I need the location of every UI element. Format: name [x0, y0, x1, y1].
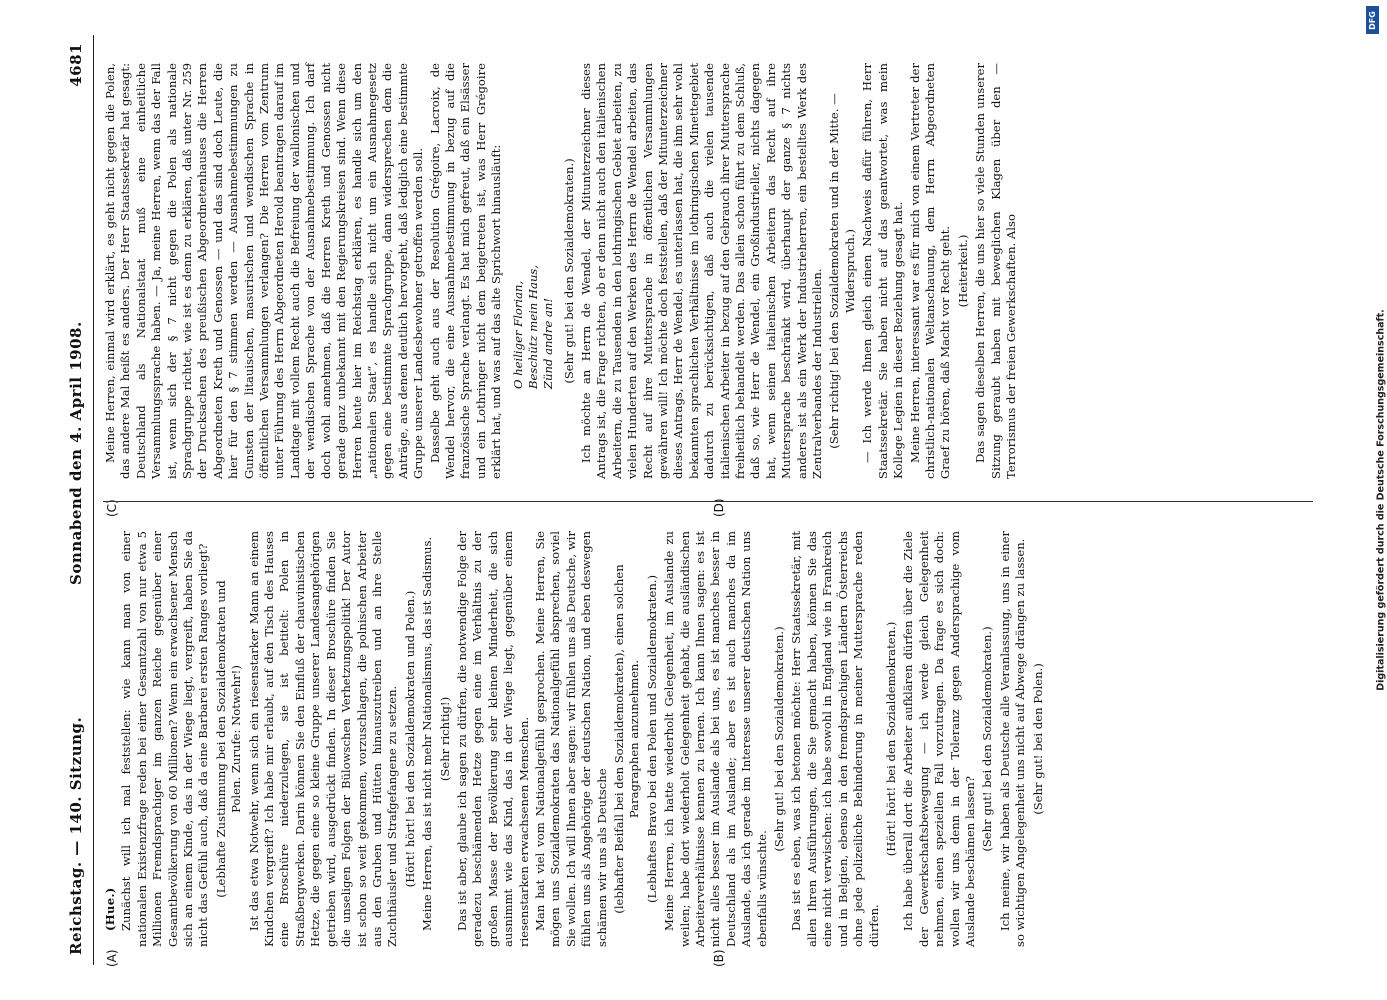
- interjection: (Lebhaftes Bravo bei den Polen und Sozialdemokraten.): [644, 575, 659, 903]
- quoted-verse: [510, 63, 555, 389]
- interjection: (Hört! hört! bei den Sozialdemokraten und Polen.): [402, 590, 417, 888]
- paragraph: Dasselbe geht auch aus der Resolution Grégoire, Lacroix, de Wendel hervor, die eine Ausnahmebestimmung in bezug auf die französische Sprache verlangt. Es hat mich gefreut, daß ein Elsässer und ein Lothringer nicht dem beigetreten ist, was Herr Grégoire erklärt hat, und was auf das alte Sprichwort hinausläuft:: [427, 63, 503, 479]
- dfg-logo: [1366, 6, 1379, 34]
- paragraph: — Ich werde Ihnen gleich einen Nachweis dafür führen, Herr Staatssekretär. Sie haben nicht auf das geantwortet, was mein Kollege Legien in dieser Beziehung gesagt hat.: [859, 63, 905, 479]
- interjection: (Heiterkeit.): [955, 234, 970, 308]
- interjection: (Lebhafte Zustimmung bei den Sozialdemokraten und Polen. Zurufe: Notwehr!): [213, 580, 243, 898]
- column-divider: [103, 501, 1313, 502]
- interjection: (Sehr gut! bei den Sozialdemokraten.): [561, 158, 576, 384]
- header-date: Sonnabend den 4. April 1908.: [66, 321, 85, 585]
- paragraph: Das ist aber, glaube ich sagen zu dürfen, die notwendige Folge der geradezu beschämenden Hetze gegen eine im Verhältnis zu der großen Masse der Bevölkerung sehr kleinen Minderheit, die sich ausnimmt wie das Kind, das in der Wiege liegt, gegenüber einem riesenstarken erwachsenen Menschen.: [454, 531, 531, 947]
- running-header: [57, 35, 91, 965]
- interjection: (Sehr gut! bei den Sozialdemokraten.): [771, 626, 786, 852]
- paragraph: Meine Herren, einmal wird erklärt, es geht nicht gegen die Polen, das andere Mal heißt es anders. Der Herr Staatssekretär hat gesagt: Deutschland als Nationalstaat muß eine einheitliche Versammlungssprache haben. — Ja, meine Herren, wenn das der Fall ist, wenn sich der § 7 nicht gegen die Polen als nationale Sprachgruppe richtet, wie ist es denn zu erklären, daß unter Nr. 259 der Drucksachen des preußischen Abgeordnetenhauses die Herren Abgeordneten Kreth und Genossen — und das sind doch Leute, die hier für den § 7 stimmen werden — Ausnahmebestimmungen zu Gunsten der litauischen, masurischen und wendischen Sprache in öffentlichen Versammlungen verlangen? Die Herren vom Zentrum unter Führung des Herrn Abgeordneten Herold beantragen darauf im Landtage mit vollem Recht auch die Befreiung der wallonischen und der wendischen Sprache von der Ausnahmebestimmung. Ich darf doch wohl annehmen, daß die Herren Kreth und Genossen nicht gerade ganz unbekannt mit den Regierungskreisen sind. Wenn diese Herren heute hier im Reichstag erklären, es handle sich um den „nationalen Staat“, es handle sich nicht um ein Ausnahmegesetz gegen eine bestimmte Sprachgruppe, dann widersprechen dem die Anträge, aus denen deutlich hervorgeht, daß lediglich eine bestimmte Gruppe unserer Landesbewohner getroffen werden soll.: [102, 63, 425, 479]
- dfg-logo-text: DFG: [1368, 10, 1378, 30]
- interjection: (Sehr richtig!): [437, 696, 452, 782]
- speaker-name: (Hue.): [102, 887, 117, 931]
- margin-marker-c: (C): [104, 499, 119, 517]
- header-left: Reichstag. — 140. Sitzung.: [66, 716, 85, 955]
- interjection: (Sehr gut! bei den Sozialdemokraten.): [979, 626, 994, 852]
- paragraph: Das sagen dieselben Herren, die uns hier so viele Stunden unserer Sitzung geraubt haben mit beweglichen Klagen über den — Terrorismus der freien Gewerkschaften. Also: [972, 63, 1018, 479]
- paragraph: Meine Herren, interessant war es für mich von einem Vertreter der christlich-nationalen Weltanschauung, dem Herrn Abgeordneten Graef zu hören, daß Macht vor Recht geht.: [907, 63, 952, 479]
- paragraph: Man hat viel vom Nationalgefühl gesprochen. Meine Herren, Sie mögen uns Sozialdemokraten das Nationalgefühl absprechen, soviel Sie wollen. Ich will Ihnen aber sagen: wir fühlen uns als Deutsche, wir fühlen uns als Angehörige der deutschen Nation, und eben deswegen schämen wir uns als Deutsche: [532, 531, 609, 947]
- interjection: (Hört! hört! bei den Sozialdemokraten.): [883, 621, 898, 857]
- rotated-page: [57, 35, 1327, 965]
- verse-line: O heiliger Florian,: [510, 280, 525, 389]
- margin-marker-d: (D): [711, 498, 726, 517]
- paragraph: Meine Herren, das ist nicht mehr Nationalismus, das ist Sadismus.: [419, 536, 434, 931]
- left-text-column: [103, 531, 1323, 947]
- paragraph: Ist das etwa Notwehr, wenn sich ein riesenstarker Mann an einem Kindchen vergreift? Ich habe mir erlaubt, auf den Tisch des Hauses eine Broschüre niederzulegen, sie ist betitelt: Polen in Straßbergwerken. Darin können Sie den Einfluß der chauvinistischen Hetze, die gegen eine so kleine Gruppe unserer Landesangehörigen getrieben wird, ausgedrückt finden. In dieser Broschüre finden Sie die unseligen Folgen der Bülowschen Verhetzungspolitik! Der Autor ist schon so weit gekommen, vorzuschlagen, die polnischen Arbeiter aus den Gruben und Hütten hinauszutreiben und an ihre Stelle Zuchthäusler und Strafgefangene zu setzen.: [246, 531, 399, 947]
- page-number: 4681: [66, 43, 85, 87]
- paragraph: Ich habe überall dort die Arbeiter aufklären dürfen über die Ziele der Gewerkschaftsbewegung — ich werde gleich Gelegenheit nehmen, einen speziellen Fall vorzutragen. Da frage es sich doch: wollen wir uns denn in der Toleranz gegen Andersprachige vom Auslande beschämen lassen?: [900, 531, 977, 947]
- paragraph: Ich meine, wir haben als Deutsche alle Veranlassung, uns in einer so wichtigen Angelegenheit uns nicht auf Abwege drängen zu lassen.: [997, 531, 1027, 947]
- verse-line: Beschütz mein Haus,: [525, 264, 540, 389]
- header-rule: [93, 35, 94, 965]
- interjection: (Sehr gut! bei den Polen.): [1030, 663, 1045, 815]
- interjection: (lebhafter Beifall bei den Sozialdemokraten), einen solchen Paragraphen anzunehmen.: [611, 564, 641, 914]
- paragraph: Zunächst will ich mal feststellen: wie kann man von einer nationalen Existenzfrage reden bei einer Gesamtzahl von nur etwa 5 Millionen Fremdsprachiger im ganzen Reiche gegenüber einer Gesamtbevölkerung von 60 Millionen? Wenn ein erwachsener Mensch sich an einem Kinde, das in der Wiege liegt, vergreift, haben Sie da nicht das Gefühl auch, daß da eine Barbarei ersten Ranges vorliegt?: [118, 531, 210, 947]
- paragraph: Ich möchte an Herrn de Wendel, der Mitunterzeichner dieses Antrags ist, die Frage richten, ob er denn nicht auch den italienischen Arbeitern, die zu Tausenden in den lothringischen Gebiet arbeiten, zu vielen Hunderten auf den Werken des Herrn de Wendel arbeiten, das Recht auf ihre Muttersprache in öffentlichen Versammlungen gewähren will! Ich möchte doch feststellen, daß der Mitunterzeichner dieses Antrags, Herr de Wendel, es unterlassen hat, die ihm sehr wohl bekannten sprachlichen Verhältnisse im lothringischen Minettegebiet dadurch zu berücksichtigen, daß auch die vielen tausende italienischen Arbeiter in bezug auf den Gebrauch ihrer Muttersprache freiheitlich behandelt werden. Das allein schon führt zu dem Schluß, daß so, wie Herr de Wendel, ein Großindustrieller, nichts dagegen hat, wenn seinen italienischen Arbeitern das Recht auf ihre Muttersprache beschränkt wird, überhaupt der ganze § 7 nichts anderes ist als ein Werk der Industrieherren, ein bestelltes Werk des Zentralverbandes der Industriellen.: [578, 63, 824, 479]
- credit-text: Digitalisierung gefördert durch die Deutsche Forschungsgemeinschaft.: [1375, 309, 1387, 691]
- margin-marker-b: (B): [711, 949, 726, 967]
- right-text-column: [103, 63, 1323, 479]
- verse-line: Zünd andre an!: [540, 297, 555, 389]
- margin-marker-a: (A): [104, 949, 119, 967]
- paragraph: Das ist es eben, was ich betonen möchte: Herr Staatssekretär, mit allen Ihren Ausführungen, die Sie gemacht haben, können Sie das eine nicht verwischen: ich habe sowohl in England wie in Frankreich und in Belgien, ebenso in den fremdsprachigen Ländern Österreichs ohne jede polizeiliche Behinderung in meiner Muttersprache reden dürfen.: [788, 531, 880, 947]
- paragraph: Meine Herren, ich hatte wiederholt Gelegenheit, im Auslande zu weilen; habe dort wiederholt Gelegenheit gehabt, die ausländischen Arbeiterverhältnisse kennen zu lernen. Ich kann Ihnen sagen: es ist nicht alles besser im Auslande als bei uns, es ist manches besser in Deutschland als im Auslande; aber es ist auch manches da im Auslande, das ich gerade im Interesse unserer deutschen Nation uns ebenfalls wünschte.: [661, 531, 769, 947]
- interjection: (Sehr richtig! bei den Sozialdemokraten und in der Mitte. — Widerspruch.): [826, 93, 857, 449]
